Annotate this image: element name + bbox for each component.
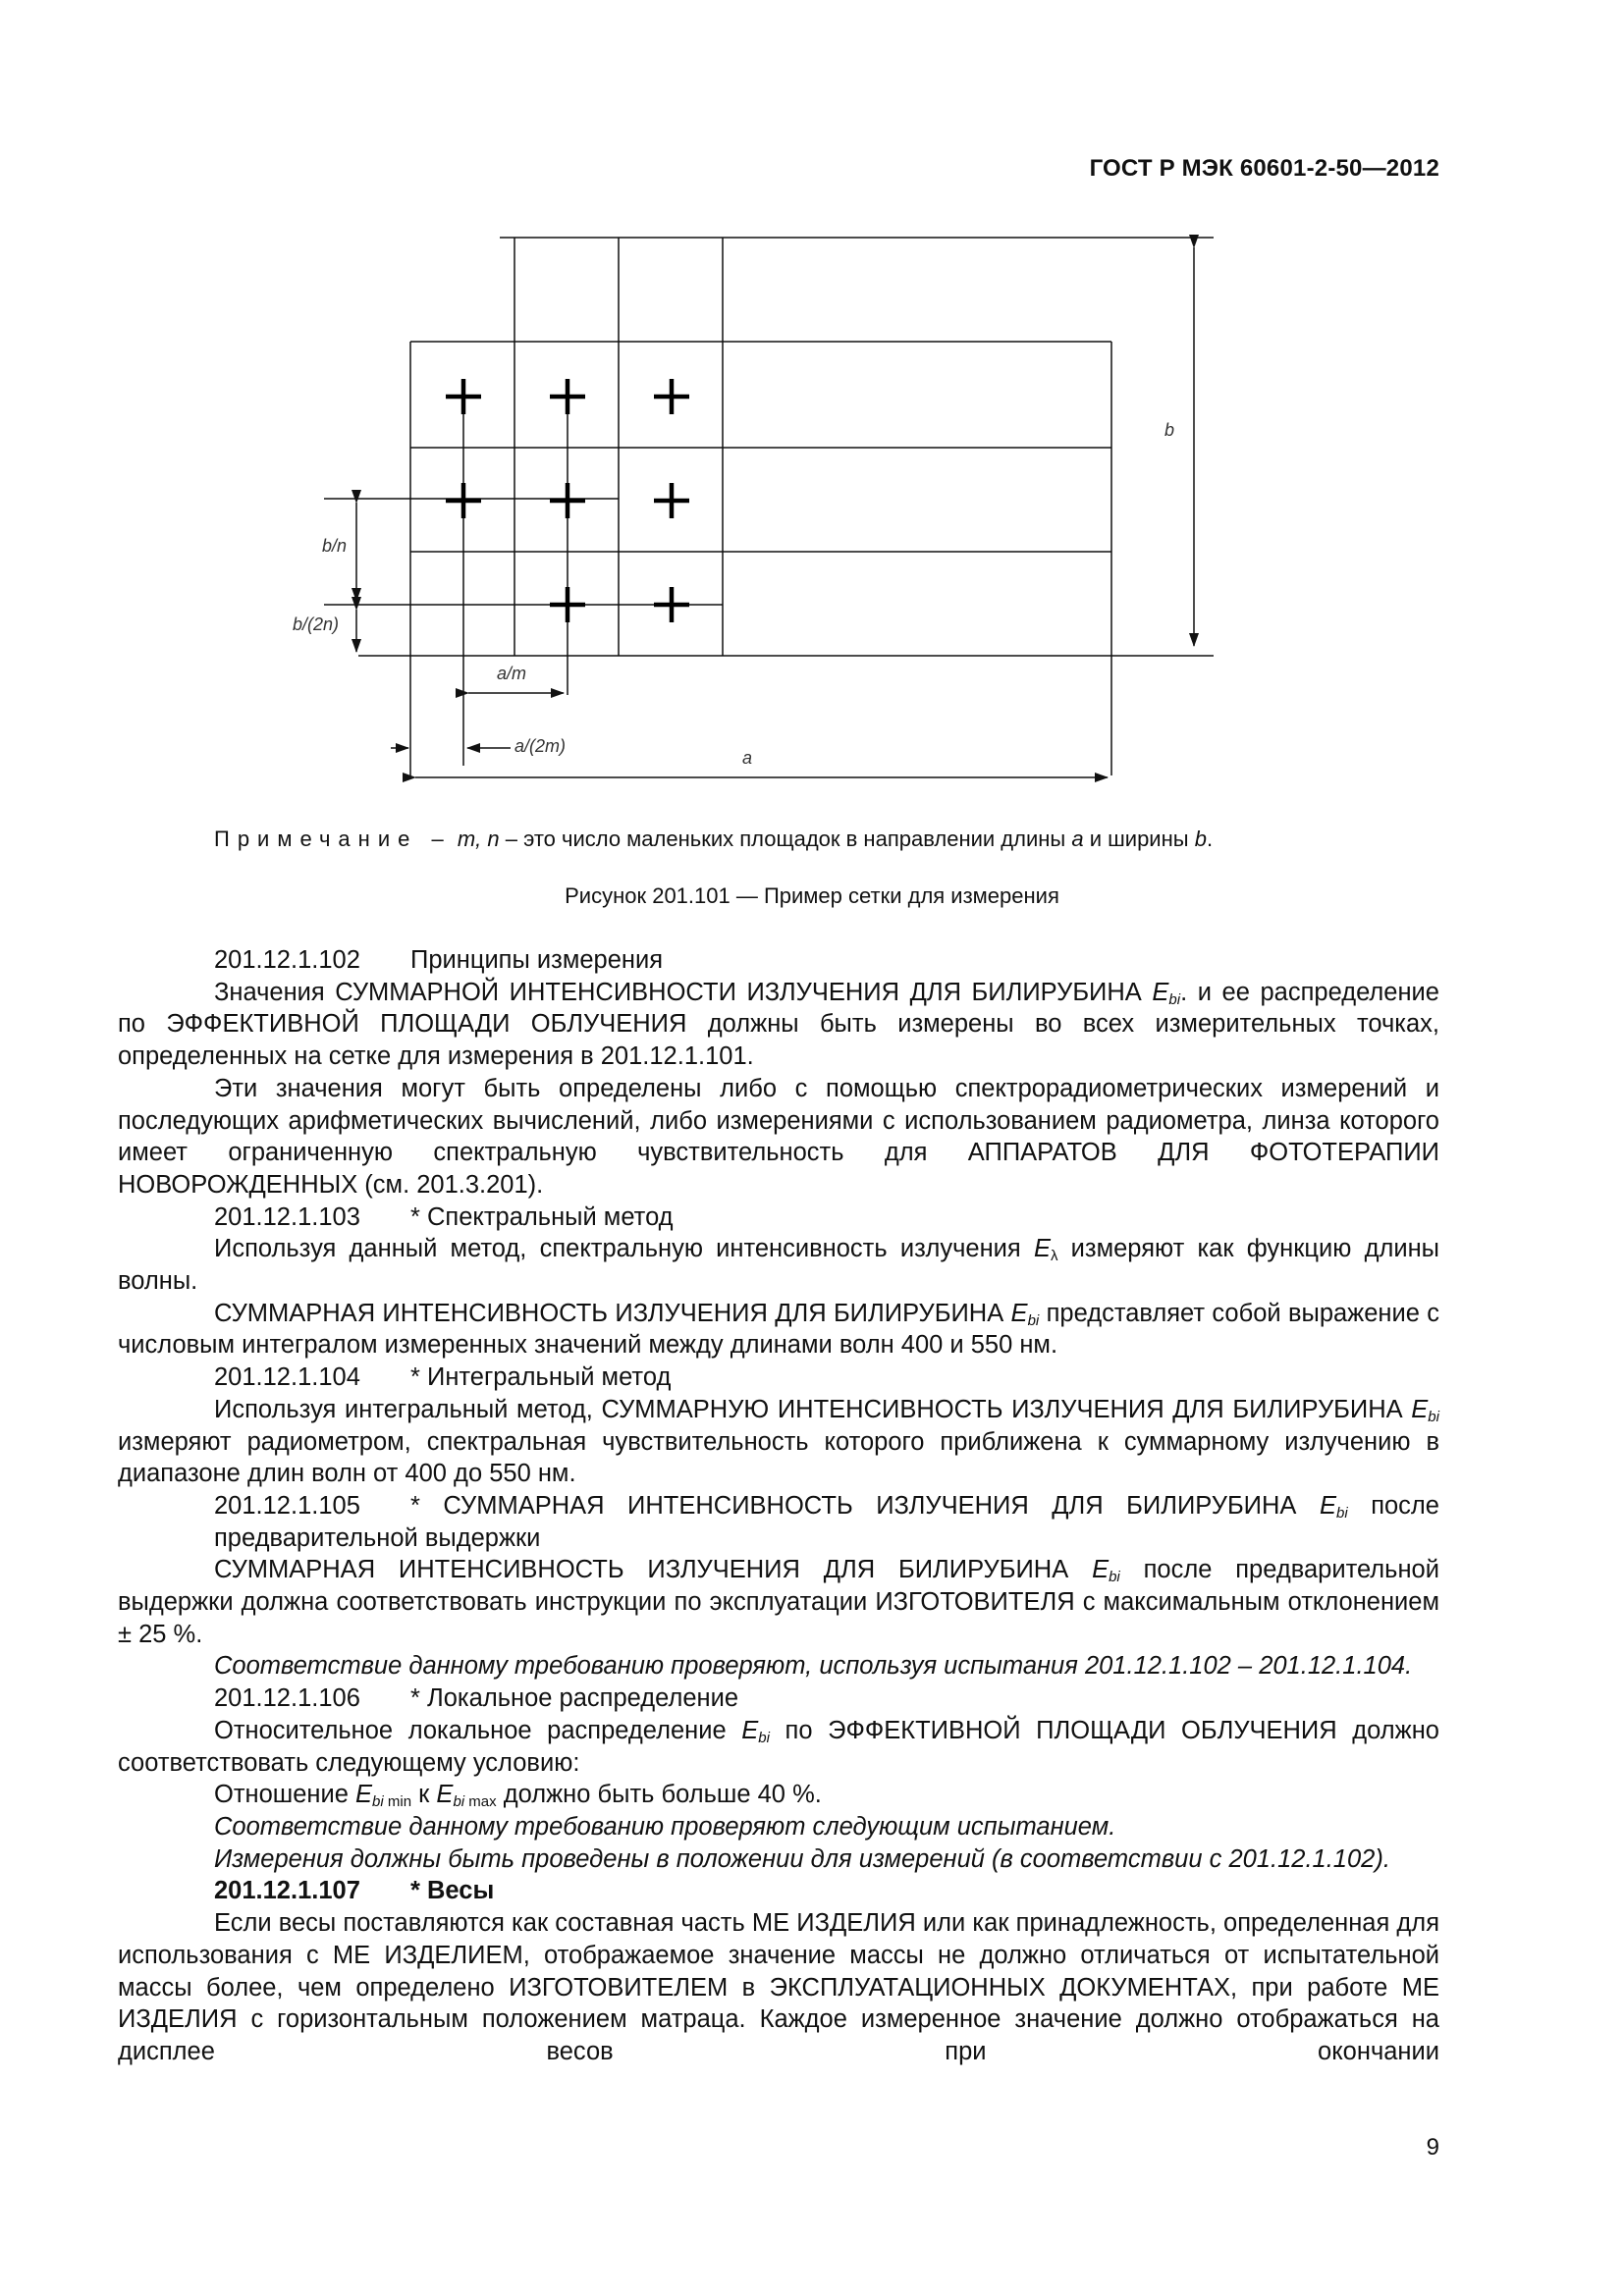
paragraph: Значения СУММАРНОЙ ИНТЕНСИВНОСТИ ИЗЛУЧЕНИЯ ДЛЯ БИЛИРУБИНА $E_{bi}$. и ее распределение по ЭФФЕКТИВНОЙ ПЛОЩАДИ ОБЛУЧЕНИЯ должны быть измерены во всех измерительных точках, определенных на сетке для измерения в 201.12.1.101.: [118, 978, 1439, 1071]
note-b: b: [1194, 827, 1207, 851]
paragraph: Отношение $E_{bi min}$ к $E_{bi max}$ должно быть больше 40 %.: [214, 1781, 822, 1811]
note-a: a: [1071, 827, 1084, 851]
note-and: и ширины: [1089, 827, 1189, 851]
figure-caption: Рисунок 201.101 — Пример сетки для измерения: [565, 883, 1059, 908]
section-heading-102: 201.12.1.102 Принципы измерения: [214, 946, 664, 974]
plus-marker-icon: [446, 483, 481, 518]
document-header: ГОСТ Р МЭК 60601-2-50—2012: [1089, 155, 1439, 182]
label-a-over-m: a/m: [497, 664, 527, 683]
label-b-over-2n: b/(2n): [293, 614, 340, 634]
plus-marker-icon: [654, 379, 689, 414]
paragraph: Используя интегральный метод, СУММАРНУЮ ИНТЕНСИВНОСТЬ ИЗЛУЧЕНИЯ ДЛЯ БИЛИРУБИНА $E_{bi}$ измеряют радиометром, спектральная чувствительность которого приближена к суммарному излучению в диапазоне длин волн от 400 до 550 нм.: [118, 1395, 1439, 1488]
paragraph: СУММАРНАЯ ИНТЕНСИВНОСТЬ ИЗЛУЧЕНИЯ ДЛЯ БИЛИРУБИНА $E_{bi}$ представляет собой выражение с числовым интегралом измеренных значений между длинами волн 400 и 550 нм.: [118, 1299, 1439, 1360]
note-end: .: [1206, 827, 1214, 851]
plus-marker-icon: [654, 587, 689, 622]
label-b-over-n: b/n: [322, 536, 348, 556]
paragraph: Если весы поставляются как составная часть МЕ ИЗДЕЛИЯ или как принадлежность, определенная для использования с МЕ ИЗДЕЛИЕМ, отображаемое значение массы не должно отличаться от испытательной массы более, чем определено ИЗГОТОВИТЕЛЕМ в ЭКСПЛУАТАЦИОННЫХ ДОКУМЕНТАХ, при работе МЕ ИЗДЕЛИЯ с горизонтальным положением матраца. Каждое измеренное значение должно отображаться на дисплее весов при окончании: [118, 1909, 1439, 2065]
section-heading-107: 201.12.1.107 * Весы: [214, 1877, 495, 1905]
figure-note: [214, 827, 1213, 852]
plus-marker-icon: [550, 587, 585, 622]
plus-marker-icon: [446, 379, 481, 414]
compliance-paragraph: Соответствие данному требованию проверяют следующим испытанием.: [214, 1812, 1116, 1841]
plus-marker-icon: [654, 483, 689, 518]
page-number: 9: [1426, 2134, 1439, 2161]
section-heading-106: 201.12.1.106 * Локальное распределение: [214, 1684, 739, 1713]
section-heading-103: 201.12.1.103 * Спектральный метод: [214, 1202, 674, 1231]
body-text: [118, 944, 1439, 2068]
plus-marker-icon: [550, 483, 585, 518]
paragraph: Эти значения могут быть определены либо с помощью спектрорадиометрических измерений и последующих арифметических вычислений, либо измерениями с использованием радиометра, линза которого имеет ограниченную спектральную чувствительность для АППАРАТОВ ДЛЯ ФОТОТЕРАПИИ НОВОРОЖДЕННЫХ (см. 201.3.201).: [118, 1074, 1439, 1199]
plus-marker-icon: [550, 379, 585, 414]
label-a: a: [742, 748, 753, 768]
note-text: – это число маленьких площадок в направлении длины: [505, 827, 1066, 851]
measurement-grid-figure: [0, 0, 1624, 825]
compliance-paragraph: Соответствие данному требованию проверяют, используя испытания 201.12.1.102 – 201.12.1.104.: [214, 1652, 1413, 1681]
paragraph: СУММАРНАЯ ИНТЕНСИВНОСТЬ ИЗЛУЧЕНИЯ ДЛЯ БИЛИРУБИНА $E_{bi}$ после предварительной выдержки должна соответствовать инструкции по эксплуатации ИЗГОТОВИТЕЛЯ с максимальным отклонением ± 25 %.: [118, 1556, 1439, 1648]
section-heading-105: 201.12.1.105 * СУММАРНАЯ ИНТЕНСИВНОСТЬ ИЗЛУЧЕНИЯ ДЛЯ БИЛИРУБИНА $E_{bi}$ после предварительной выдержки: [214, 1491, 1439, 1552]
paragraph: Используя данный метод, спектральную интенсивность излучения $E_\lambda$ измеряют как функцию длины волны.: [118, 1235, 1439, 1296]
paragraph: Относительное локальное распределение $E_{bi}$ по ЭФФЕКТИВНОЙ ПЛОЩАДИ ОБЛУЧЕНИЯ должно соответствовать следующему условию:: [118, 1716, 1439, 1777]
section-heading-104: 201.12.1.104 * Интегральный метод: [214, 1363, 672, 1392]
label-a-over-2m: a/(2m): [514, 736, 567, 756]
note-prefix: Примечание –: [214, 827, 452, 851]
compliance-paragraph: Измерения должны быть проведены в положении для измерений (в соответствии с 201.12.1.102).: [214, 1844, 1390, 1873]
label-b: b: [1164, 420, 1175, 440]
note-vars: m, n: [457, 827, 500, 851]
